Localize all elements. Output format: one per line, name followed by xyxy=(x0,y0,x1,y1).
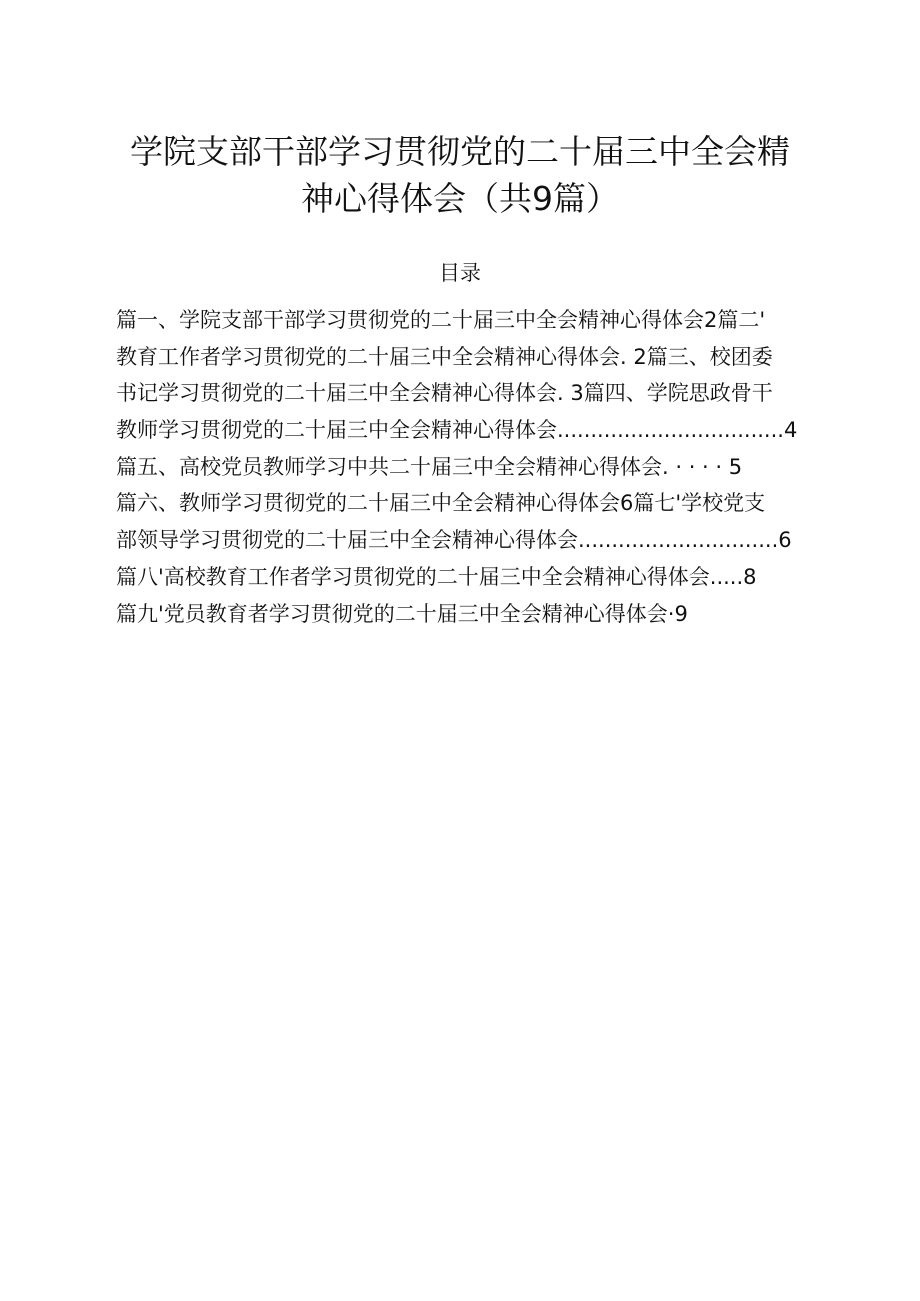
toc-line: 篇九'党员教育者学习贯彻党的二十届三中全会精神心得体会·9 xyxy=(116,601,688,626)
toc-heading: 目录 xyxy=(439,261,481,285)
toc-line: 篇六、教师学习贯彻党的二十届三中全会精神心得体会6篇七'学校党支 xyxy=(116,491,766,516)
toc-line: 教育工作者学习贯彻党的二十届三中全会精神心得体会. 2篇三、校团委 xyxy=(116,344,773,369)
toc-line: 书记学习贯彻党的二十届三中全会精神心得体会. 3篇四、学院思政骨干 xyxy=(116,381,773,406)
table-of-contents xyxy=(116,302,836,632)
document-title xyxy=(110,128,810,222)
toc-line: 篇一、学院支部干部学习贯彻党的二十届三中全会精神心得体会2篇二' xyxy=(116,308,766,332)
title-line-2: 神心得体会（共9篇） xyxy=(301,179,619,218)
toc-line: 篇五、高校党员教师学习中共二十届三中全会精神心得体会. · · · · 5 xyxy=(116,454,743,479)
title-line-1: 学院支部干部学习贯彻党的二十届三中全会精 xyxy=(130,132,790,171)
toc-line: 部领导学习贯彻党的二十届三中全会精神心得体会..............................6 xyxy=(116,528,792,553)
toc-line: 教师学习贯彻党的二十届三中全会精神心得体会..................................4 xyxy=(116,418,798,443)
toc-line: 篇八'高校教育工作者学习贯彻党的二十届三中全会精神心得体会.....8 xyxy=(116,564,757,589)
